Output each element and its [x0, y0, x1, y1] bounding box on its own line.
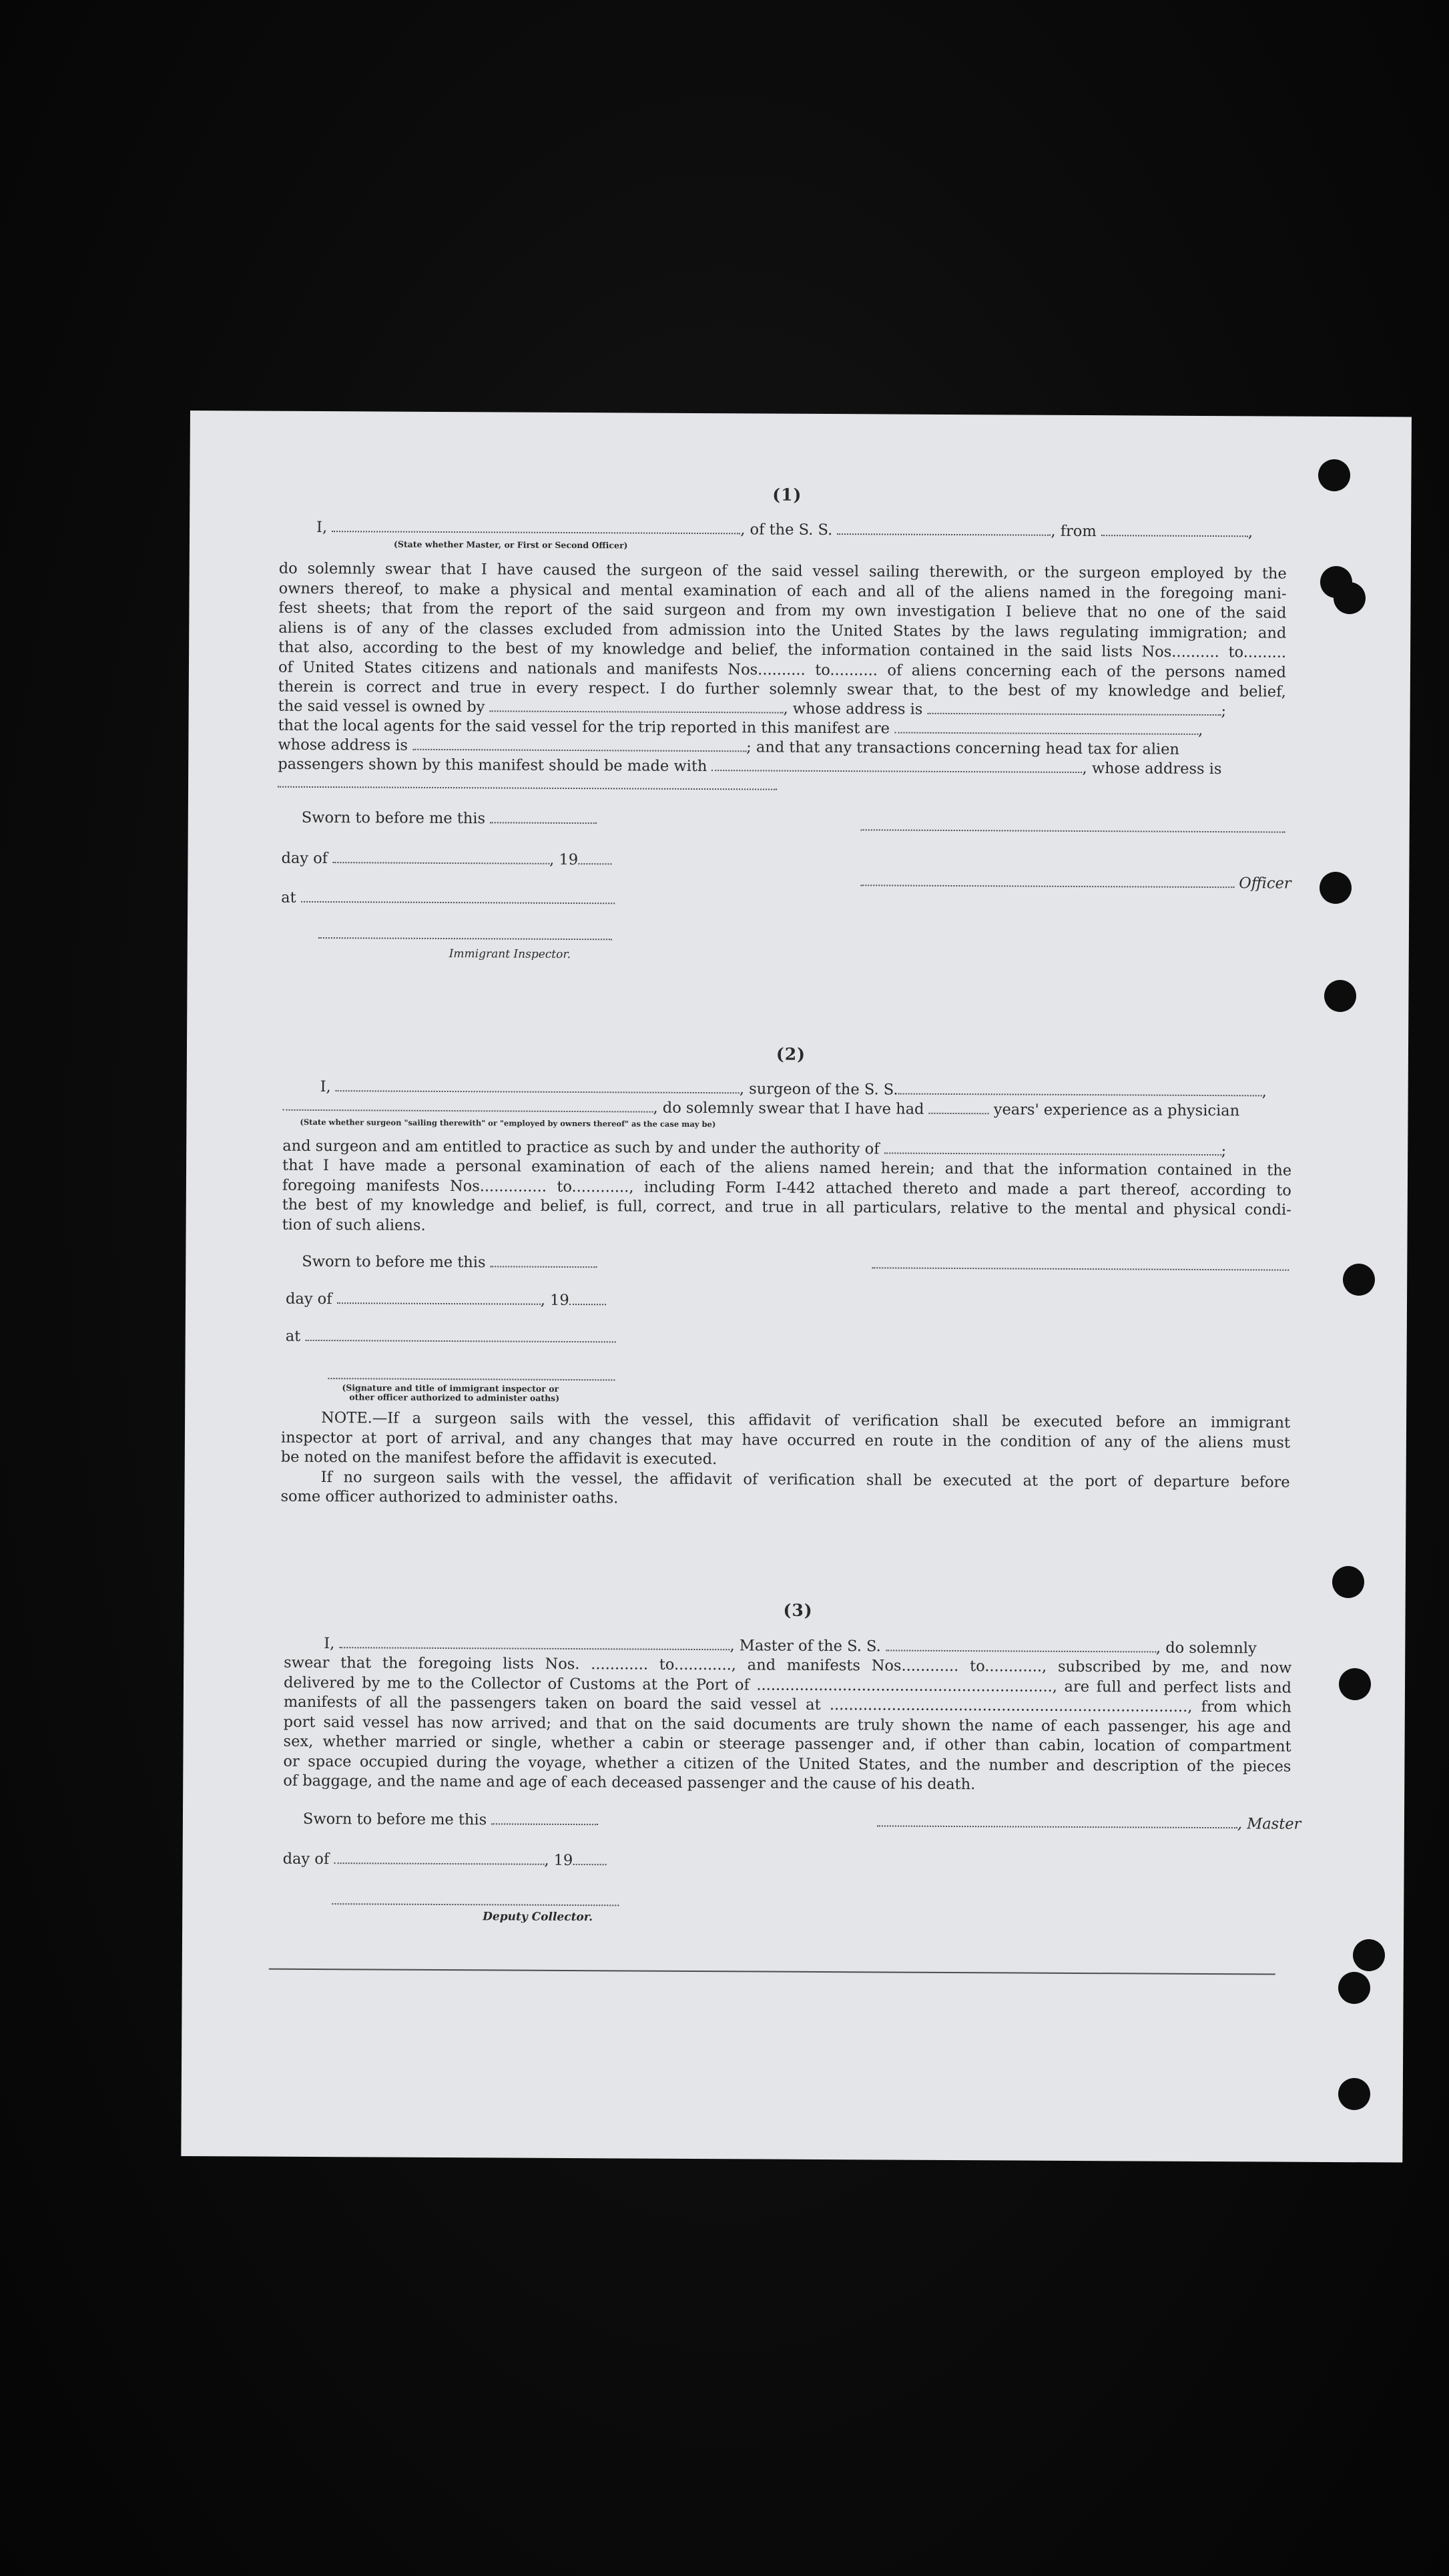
s2-note2-line: some officer authorized to administer oaths. — [280, 1487, 619, 1507]
s2-comma: , — [1261, 1083, 1267, 1101]
s1-agents-address-blank — [412, 737, 746, 752]
s2-authority-line: and surgeon and am entitled to practice as such by and under the authority of ; — [282, 1137, 1227, 1160]
s1-address-label: , whose address is — [783, 700, 923, 718]
s2-authority-blank — [884, 1140, 1221, 1155]
s2-note-line: inspector at port of arrival, and any changes that may have occurred en route in the condition of any of the aliens must — [280, 1429, 1290, 1452]
s2-note-line: be noted on the manifest before the affidavit is executed. — [280, 1448, 717, 1469]
s2-note — [280, 1408, 1290, 1512]
s1-para-line: of United States citizens and nationals and manifests Nos.......... to.......... of aliens concerning each of the persons named — [278, 658, 1287, 682]
punch-hole — [1324, 980, 1356, 1012]
s3-para-line: or space occupied during the voyage, whether a citizen of the United States, and the number and description of the pieces — [283, 1752, 1291, 1776]
s3-sworn-line — [303, 1810, 599, 1830]
s1-day-blank — [332, 850, 549, 864]
s1-inspector-signature-line — [318, 937, 612, 940]
punch-hole — [1338, 1972, 1370, 2004]
s1-ss-label: , of the S. S. — [740, 521, 833, 539]
s3-master-signature-blank — [877, 1813, 1237, 1828]
s1-oath-paragraph — [278, 559, 1287, 702]
s3-para-line: sex, whether married or single, whether a cabin or steerage passenger and, if other than cabin, location of compartment — [283, 1732, 1291, 1756]
s2-day-line — [286, 1290, 606, 1311]
s1-from-blank — [1101, 523, 1248, 537]
section-3-number: (3) — [783, 1600, 813, 1620]
s3-para-line: of baggage, and the name and age of each deceased passenger and the cause of his death. — [283, 1772, 976, 1794]
s2-sworn-blank — [491, 1254, 597, 1268]
s1-from-label: , from — [1051, 522, 1097, 541]
s1-sworn-line — [302, 808, 597, 829]
s2-year-label: , 19 — [540, 1291, 569, 1309]
s2-day-blank — [337, 1290, 541, 1305]
s2-inspector-signature-line — [328, 1378, 615, 1380]
s1-inspector-title: Immigrant Inspector. — [449, 947, 571, 961]
s1-day-line — [281, 849, 611, 870]
s1-comma-2: , — [1198, 721, 1203, 739]
s1-comma: , — [1247, 523, 1253, 541]
s1-para-line: aliens is of any of the classes excluded from admission into the United States by the laws regulating immigration; and — [278, 619, 1287, 642]
s2-surgeon-signature-line — [872, 1267, 1289, 1270]
punch-hole — [1320, 872, 1352, 904]
s3-para-line: manifests of all the passengers taken on board the said vessel at ..........................................................................., from which — [283, 1693, 1291, 1716]
s1-i: I, — [316, 518, 328, 537]
s2-note2-line: If no surgeon sails with the vessel, the affidavit of verification shall be executed at the port of departure before — [320, 1468, 1290, 1491]
s1-agents-blank — [894, 720, 1198, 735]
s2-at-label: at — [285, 1327, 301, 1345]
s2-swear-label: , do solemnly swear that I have had — [653, 1099, 924, 1118]
s3-sworn-label: Sworn to before me this — [302, 1810, 487, 1829]
s2-ship-blank — [898, 1081, 1262, 1097]
s1-officer-label: Officer — [1239, 874, 1291, 892]
s1-at-label: at — [281, 888, 296, 907]
punch-hole — [1339, 1668, 1371, 1700]
s2-capacity-hint: (State whether surgeon "sailing therewith" or "employed by owners thereof" as the case may be) — [300, 1117, 716, 1129]
s3-year-blank — [573, 1852, 606, 1865]
s1-year-label: , 19 — [549, 850, 579, 869]
s3-para-line: port said vessel has now arrived; and that on the said documents are truly shown the name of each passenger, his age and — [283, 1713, 1291, 1736]
s2-line-2 — [282, 1097, 1239, 1121]
section-2-number: (2) — [776, 1044, 806, 1064]
s3-i: I, — [324, 1635, 335, 1653]
s1-title-hint: (State whether Master, or First or Second Officer) — [393, 539, 628, 551]
s1-address3-label: , whose address is — [1082, 760, 1222, 778]
s1-officer-signature-line — [860, 884, 1234, 888]
s1-para-line: that also, according to the best of my knowledge and belief, the information contained in the said lists Nos.......... to......... — [278, 638, 1287, 662]
s1-year-blank — [578, 851, 611, 864]
s3-name-blank — [339, 1635, 730, 1650]
s2-sworn-line — [302, 1252, 597, 1273]
s1-para-line: owners thereof, to make a physical and mental examination of each and all of the aliens named in the foregoing mani- — [278, 579, 1287, 603]
s1-owner-blank — [489, 698, 783, 713]
s1-at-blank — [301, 889, 615, 904]
punch-hole — [1338, 2078, 1370, 2110]
s1-owned-label: the said vessel is owned by — [278, 697, 485, 716]
s3-collector-signature-line — [332, 1903, 619, 1906]
s2-para-line: that I have made a personal examination of each of the aliens named herein; and that the information contained in the — [282, 1156, 1292, 1180]
bottom-rule — [269, 1969, 1275, 1975]
s3-master-sig-line — [877, 1812, 1301, 1834]
s2-surgeon-label: , surgeon of the S. S. — [739, 1080, 898, 1099]
s3-day-blank — [334, 1850, 544, 1865]
s3-collector-title: Deputy Collector. — [483, 1910, 593, 1924]
s2-name-blank — [336, 1078, 740, 1093]
s2-i: I, — [320, 1078, 331, 1096]
s3-ship-blank — [886, 1637, 1156, 1652]
s3-solemnly-label: , do solemnly — [1155, 1639, 1257, 1657]
s3-day-line — [283, 1850, 607, 1871]
s1-at-line — [281, 888, 615, 910]
s1-owner-address-blank — [928, 701, 1221, 716]
s3-master-title: , Master — [1237, 1815, 1301, 1833]
s1-address2-label: whose address is — [278, 736, 408, 754]
section-1-number: (1) — [772, 485, 802, 505]
s2-sig-hint-2: other officer authorized to administer oaths) — [349, 1392, 560, 1403]
punch-hole — [1334, 582, 1366, 614]
s2-years-blank — [929, 1101, 989, 1114]
s2-year-blank — [569, 1292, 606, 1305]
punch-hole — [1353, 1939, 1385, 1971]
s1-master-signature-line — [861, 829, 1285, 832]
s1-tax-agent-blank — [712, 758, 1083, 773]
s1-day-label: day of — [281, 849, 328, 868]
s2-para-line: foregoing manifests Nos.............. to............, including Form I-442 attached thereto and made a part thereof, according to — [282, 1176, 1291, 1200]
s3-oath-paragraph — [283, 1653, 1291, 1796]
punch-hole — [1332, 1566, 1364, 1598]
s2-capacity-blank — [283, 1097, 653, 1113]
s2-day-label: day of — [285, 1290, 332, 1308]
s3-master-label: , Master of the S. S. — [730, 1637, 881, 1655]
s2-para-line: the best of my knowledge and belief, is full, correct, and true in all particulars, relative to the mental and physical condi- — [282, 1196, 1291, 1219]
s3-para-line: delivered by me to the Collector of Customs at the Port of .............................................................., are full and perfect lists and — [283, 1673, 1292, 1697]
s3-para-line: swear that the foregoing lists Nos. ............ to............, and manifests Nos............ to............, subscribed by me, and now — [284, 1653, 1292, 1677]
manifest-affidavit-page — [181, 411, 1412, 2163]
s2-years-label: years' experience as a physician — [993, 1101, 1240, 1120]
s2-note-line: NOTE.—If a surgeon sails with the vessel, this affidavit of verification shall be executed before an immigrant — [321, 1409, 1291, 1432]
s1-para-line: do solemnly swear that I have caused the surgeon of the said vessel sailing therewith, or the surgeon employed by the — [278, 559, 1287, 583]
punch-hole — [1318, 459, 1350, 491]
s3-sworn-blank — [491, 1811, 598, 1825]
s2-sig-hint-1: (Signature and title of immigrant inspector or — [342, 1382, 559, 1394]
s1-name-blank — [332, 519, 740, 534]
s1-sworn-label: Sworn to before me this — [301, 808, 486, 828]
s1-para-line: fest sheets; that from the report of the said surgeon and from my own investigation I believe that no one of the said — [278, 599, 1287, 622]
s1-para-line: therein is correct and true in every respect. I do further solemnly swear that, to the best of my knowledge and belief, — [278, 678, 1286, 701]
s1-semicolon: ; — [1221, 702, 1227, 720]
s1-ship-blank — [837, 521, 1051, 536]
s2-at-line — [286, 1327, 616, 1348]
s3-day-label: day of — [282, 1850, 330, 1868]
s2-authority-label: and surgeon and am entitled to practice as such by and under the authority of — [282, 1137, 880, 1158]
s1-line-1 — [316, 518, 1253, 542]
punch-hole — [1343, 1264, 1375, 1296]
s3-year-label: , 19 — [544, 1851, 573, 1870]
s2-at-blank — [305, 1328, 615, 1342]
s2-para-line: tion of such aliens. — [282, 1216, 426, 1234]
s2-sworn-label: Sworn to before me this — [302, 1252, 486, 1272]
s1-passengers-line — [278, 755, 1221, 779]
s1-head-tax-label: ; and that any transactions concerning head tax for alien — [746, 738, 1180, 758]
s2-oath-paragraph — [282, 1156, 1292, 1240]
s1-sworn-blank — [490, 810, 597, 824]
s1-tax-address-blank — [278, 786, 777, 790]
s1-passengers-label: passengers shown by this manifest should be made with — [278, 755, 707, 776]
s1-agents-label: that the local agents for the said vessel for the trip reported in this manifest are — [278, 716, 890, 738]
